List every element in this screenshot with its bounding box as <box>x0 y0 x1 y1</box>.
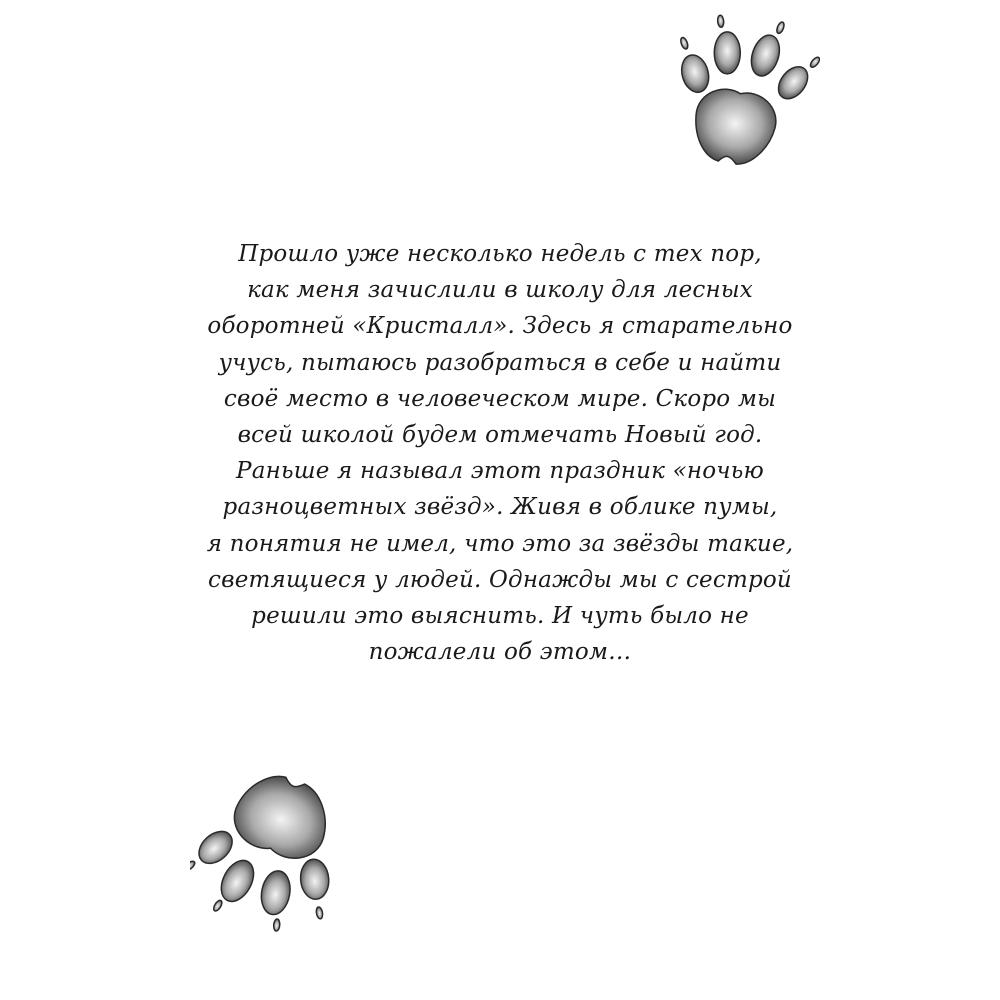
paw-print-icon <box>190 745 370 935</box>
text-line-10: светящиеся у людей. Однажды мы с сестрой <box>208 566 792 593</box>
paw-print-icon <box>640 10 820 180</box>
text-line-4: учусь, пытаюсь разобраться в себе и найти <box>218 349 782 376</box>
text-line-3: оборотней «Кристалл». Здесь я старательно <box>207 313 793 340</box>
text-line-7: Раньше я называл этот праздник «ночью <box>236 458 764 485</box>
text-line-8: разноцветных звёзд». Живя в облике пумы, <box>222 494 778 521</box>
text-line-1: Прошло уже несколько недель с тех пор, <box>238 241 762 267</box>
text-line-5: своё место в человеческом мире. Скоро мы <box>223 385 777 412</box>
text-line-12: пожалели об этом… <box>368 639 632 666</box>
text-line-11: решили это выяснить. И чуть было не <box>251 603 749 630</box>
story-text <box>200 236 800 670</box>
text-line-9: я понятия не имел, что это за звёзды такие, <box>206 530 794 557</box>
text-line-6: всей школой будем отмечать Новый год. <box>237 422 763 449</box>
text-line-2: как меня зачислили в школу для лесных <box>247 277 753 304</box>
